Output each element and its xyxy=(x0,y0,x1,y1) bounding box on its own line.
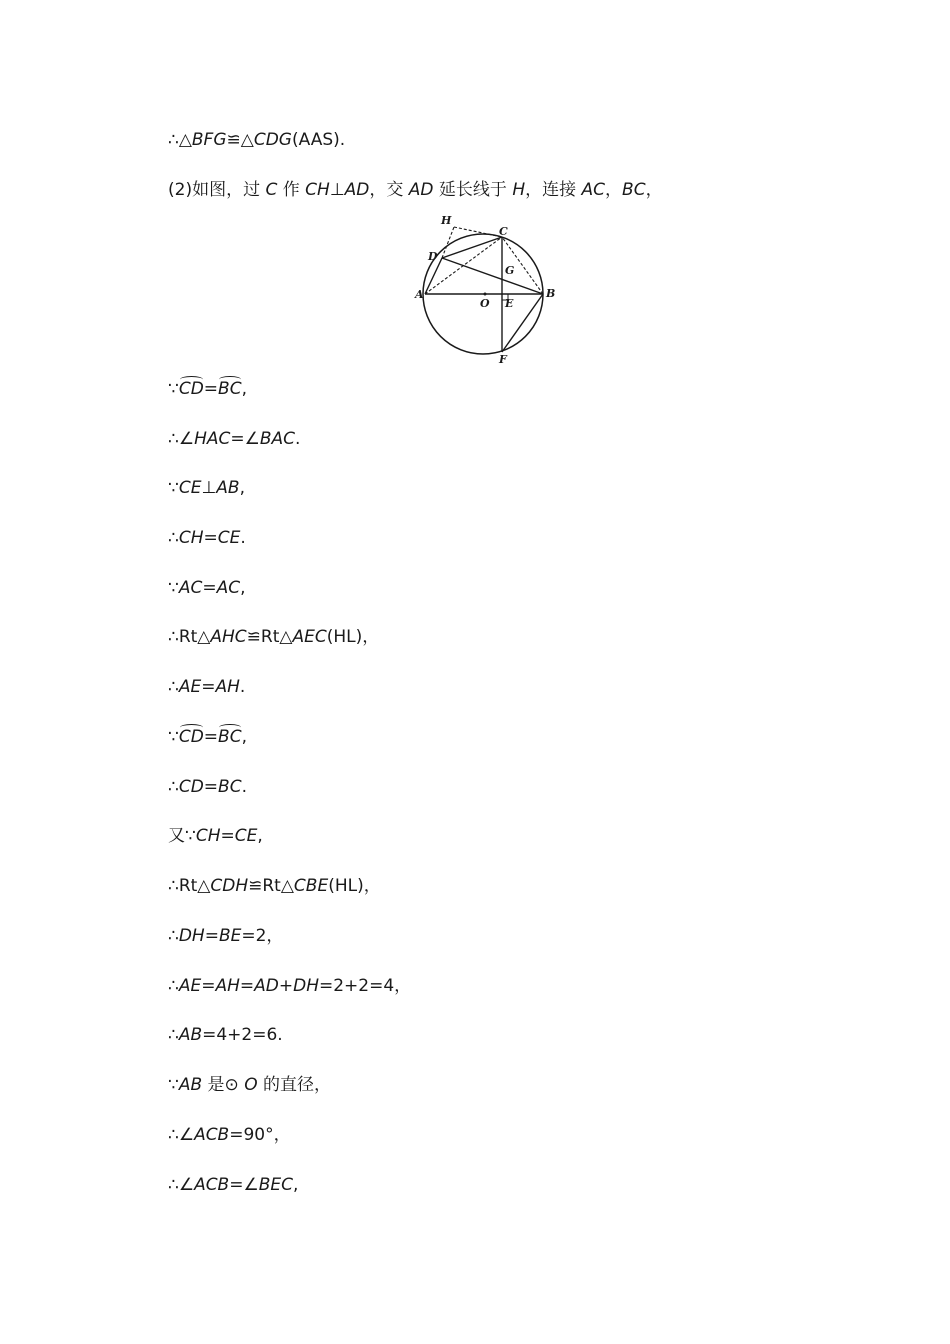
text: ，连接 xyxy=(525,180,582,200)
text: ≌Rt△ xyxy=(248,876,294,896)
text: ∴ xyxy=(168,976,179,996)
text: ≌Rt△ xyxy=(246,627,293,647)
text: ∴△ xyxy=(168,130,192,150)
math-var: AC xyxy=(216,578,241,598)
text: = xyxy=(203,379,219,399)
text: =∠ xyxy=(230,429,260,449)
text: =2， xyxy=(241,926,284,946)
math-var: AC xyxy=(178,578,203,598)
math-var: CDH xyxy=(210,876,249,896)
math-var: BC xyxy=(622,180,646,200)
math-var: O xyxy=(244,1075,258,1095)
math-var: CDG xyxy=(253,130,292,150)
text: =∠ xyxy=(229,1175,259,1195)
geometry-figure xyxy=(410,208,560,368)
segment-hc-dashed xyxy=(454,227,502,237)
math-var: CE xyxy=(234,826,258,846)
label-c: C xyxy=(499,225,508,238)
proof-line-6 xyxy=(168,527,246,549)
text: ≌△ xyxy=(226,130,254,150)
math-var: AEC xyxy=(292,627,327,647)
math-var: C xyxy=(265,180,278,200)
math-var: AE xyxy=(178,677,202,697)
text: , xyxy=(293,1175,299,1195)
label-e: E xyxy=(505,297,514,310)
text: = xyxy=(239,976,255,996)
math-var: H xyxy=(512,180,526,200)
math-var: BEC xyxy=(258,1175,293,1195)
math-var: BAC xyxy=(259,429,296,449)
text: ∴∠ xyxy=(168,1175,195,1195)
proof-line-10 xyxy=(168,726,247,748)
text: =90°， xyxy=(229,1125,291,1145)
text: (HL)， xyxy=(326,627,380,647)
arc-cd: CD xyxy=(178,727,204,747)
segment-dc xyxy=(442,237,502,258)
math-var: AE xyxy=(178,976,202,996)
text: ∴ xyxy=(168,777,179,797)
math-var: CD xyxy=(178,777,204,797)
math-var: AC xyxy=(581,180,606,200)
math-var: AB xyxy=(178,1075,203,1095)
text: = xyxy=(201,976,216,996)
math-var: BC xyxy=(218,777,242,797)
arc-bc: BC xyxy=(218,379,242,399)
text: =2+2=4， xyxy=(318,976,412,996)
math-var: CH xyxy=(178,528,204,548)
math-var: AH xyxy=(215,976,240,996)
text: 是⊙ xyxy=(202,1075,245,1095)
text: =4+2=6. xyxy=(202,1025,283,1045)
math-var: DH xyxy=(178,926,205,946)
math-var: AH xyxy=(215,677,240,697)
label-o: O xyxy=(480,297,490,310)
label-d: D xyxy=(428,250,438,263)
math-var: CH xyxy=(195,826,221,846)
text: , xyxy=(257,826,263,846)
text: = xyxy=(220,826,235,846)
text: ∴ xyxy=(168,926,179,946)
proof-line-13 xyxy=(168,875,381,897)
text: = xyxy=(203,777,219,797)
text: ∵ xyxy=(168,1075,179,1095)
text: ∴∠ xyxy=(168,1125,195,1145)
math-var: AD xyxy=(408,180,434,200)
arc-cd: CD xyxy=(178,379,204,399)
proof-line-19 xyxy=(168,1174,298,1196)
segment-db xyxy=(442,258,543,294)
label-h: H xyxy=(441,214,452,227)
text: = xyxy=(202,578,217,598)
text: ∴Rt△ xyxy=(168,627,211,647)
text: ⊥ xyxy=(329,180,345,200)
label-g: G xyxy=(505,264,515,277)
math-var: AD xyxy=(344,180,370,200)
text: , xyxy=(239,478,245,498)
proof-line-1 xyxy=(168,129,345,151)
text: ∵ xyxy=(168,578,179,598)
proof-line-14 xyxy=(168,925,283,947)
text: . xyxy=(241,777,247,797)
math-var: DH xyxy=(293,976,319,996)
proof-line-11 xyxy=(168,776,247,798)
segment-ad xyxy=(425,258,442,294)
proof-line-7 xyxy=(168,577,245,599)
math-var: BFG xyxy=(191,130,227,150)
text: ∵ xyxy=(168,478,179,498)
arc-bc: BC xyxy=(218,727,242,747)
math-var: AB xyxy=(216,478,240,498)
center-point-o xyxy=(484,293,487,296)
math-var: CE xyxy=(217,528,241,548)
text: , xyxy=(240,578,246,598)
text: ⊥ xyxy=(201,478,217,498)
proof-line-17 xyxy=(168,1074,331,1096)
text: 又∵ xyxy=(168,826,196,846)
proof-line-16 xyxy=(168,1024,283,1046)
text: . xyxy=(240,528,246,548)
text: 的直径， xyxy=(257,1075,331,1095)
text: ∴ xyxy=(168,677,179,697)
text: ，交 xyxy=(369,180,409,200)
text: ∴ xyxy=(168,1025,179,1045)
text: . xyxy=(239,677,246,697)
math-var: BE xyxy=(218,926,242,946)
text: 作 xyxy=(277,180,306,200)
text: + xyxy=(278,976,294,996)
text: (2)如图，过 xyxy=(168,180,266,200)
text: ， xyxy=(645,180,663,200)
text: , xyxy=(241,379,247,399)
proof-line-4 xyxy=(168,428,300,450)
proof-line-12 xyxy=(168,825,263,847)
math-var: CE xyxy=(178,478,202,498)
text: = xyxy=(203,528,218,548)
proof-line-3 xyxy=(168,378,247,400)
text: . xyxy=(295,429,301,449)
label-a: A xyxy=(415,288,424,301)
proof-line-9 xyxy=(168,676,245,698)
proof-line-2 xyxy=(168,179,663,201)
math-var: ACB xyxy=(194,1125,230,1145)
text: = xyxy=(204,926,219,946)
text: ∵ xyxy=(168,727,179,747)
text: ∵ xyxy=(168,379,179,399)
math-var: ACB xyxy=(194,1175,230,1195)
label-f: F xyxy=(499,353,507,366)
proof-line-15 xyxy=(168,975,411,997)
text: 延长线于 xyxy=(433,180,513,200)
text: ， xyxy=(605,180,623,200)
text: = xyxy=(203,727,219,747)
text: (AAS). xyxy=(291,130,346,150)
text: , xyxy=(241,727,247,747)
proof-line-18 xyxy=(168,1124,291,1146)
text: ∴ xyxy=(168,528,179,548)
math-var: AD xyxy=(254,976,279,996)
math-var: AB xyxy=(178,1025,203,1045)
text: = xyxy=(201,677,216,697)
text: ∴Rt△ xyxy=(168,876,211,896)
label-b: B xyxy=(546,287,556,300)
math-var: CH xyxy=(305,180,330,200)
proof-line-8 xyxy=(168,626,379,648)
text: ∴∠ xyxy=(168,429,195,449)
math-var: CBE xyxy=(293,876,329,896)
proof-line-5 xyxy=(168,477,245,499)
text: (HL)， xyxy=(328,876,381,896)
math-var: AHC xyxy=(210,627,247,647)
math-var: HAC xyxy=(194,429,231,449)
segment-ac-dashed xyxy=(425,237,502,294)
